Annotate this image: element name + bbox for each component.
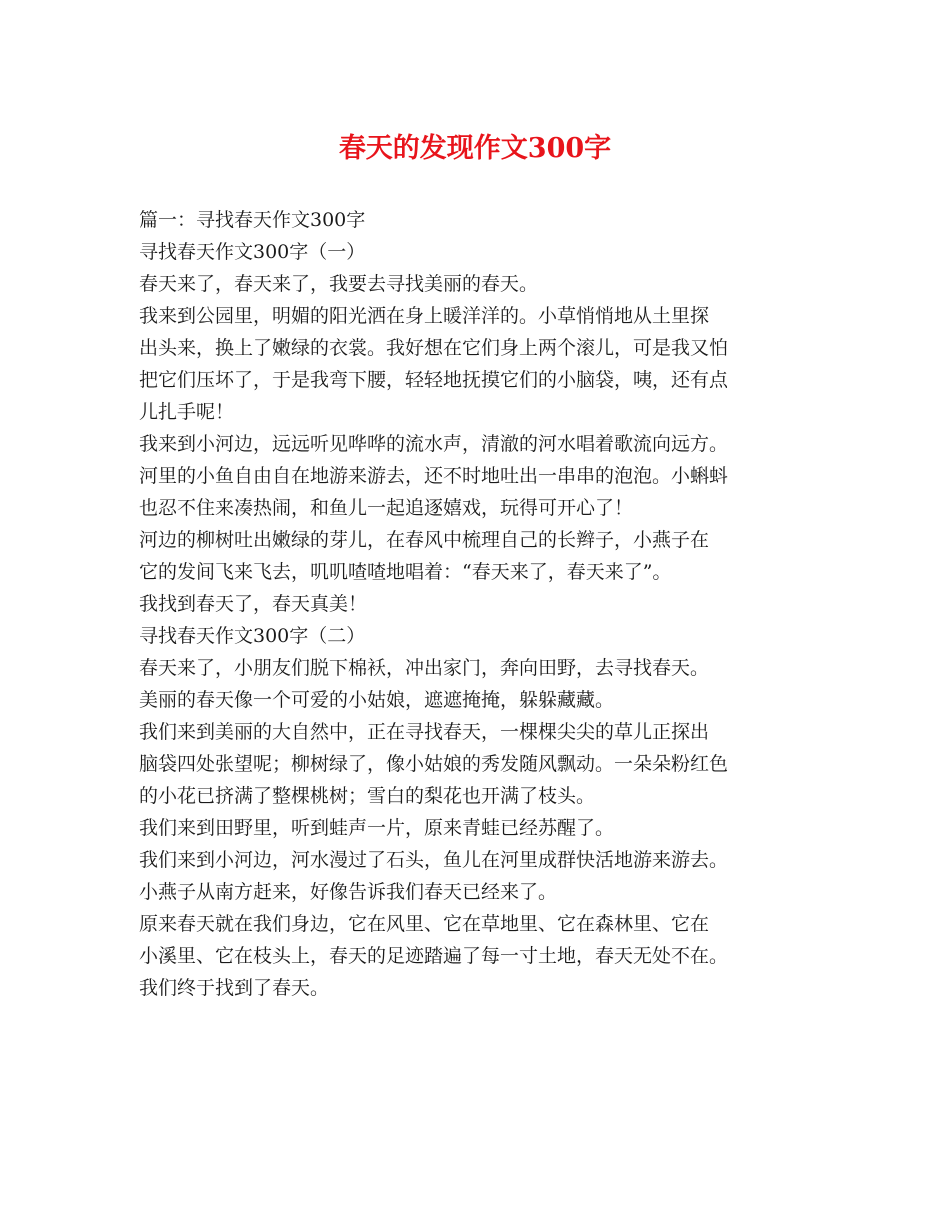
text-line: 春天来了，春天来了，我要去寻找美丽的春天。 [139, 273, 539, 295]
text-line: 我们来到田野里，听到蛙声一片，原来青蛙已经苏醒了。 [139, 817, 615, 839]
text-line: 儿扎手呢！ [139, 401, 235, 423]
text-line: 也忍不住来凑热闹，和鱼儿一起追逐嬉戏，玩得可开心了！ [139, 497, 634, 519]
page-title: 春天的发现作文300字 [338, 133, 612, 164]
document-body [139, 204, 829, 1004]
text-line: 寻找春天作文300字（二） [139, 625, 366, 647]
text-line: 脑袋四处张望呢；柳树绿了，像小姑娘的秀发随风飘动。一朵朵粉红色 [139, 753, 729, 775]
text-line: 我们来到小河边，河水漫过了石头，鱼儿在河里成群快活地游来游去。 [139, 849, 729, 871]
text-line: 我来到小河边，远远听见哗哗的流水声，清澈的河水唱着歌流向远方。 [139, 433, 729, 455]
text-line: 寻找春天作文300字（一） [139, 241, 366, 263]
text-line: 我们终于找到了春天。 [139, 977, 330, 999]
text-line: 出头来，换上了嫩绿的衣裳。我好想在它们身上两个滚儿，可是我又怕 [139, 337, 729, 359]
text-line: 原来春天就在我们身边，它在风里、它在草地里、它在森林里、它在 [139, 913, 710, 935]
text-line: 河边的柳树吐出嫩绿的芽儿，在春风中梳理自己的长辫子，小燕子在 [139, 529, 710, 551]
text-line: 小溪里、它在枝头上，春天的足迹踏遍了每一寸土地，春天无处不在。 [139, 945, 729, 967]
text-line: 篇一：寻找春天作文300字 [139, 209, 366, 231]
text-line: 我们来到美丽的大自然中，正在寻找春天，一棵棵尖尖的草儿正探出 [139, 721, 710, 743]
text-line: 美丽的春天像一个可爱的小姑娘，遮遮掩掩，躲躲藏藏。 [139, 689, 615, 711]
text-line: 我来到公园里，明媚的阳光洒在身上暖洋洋的。小草悄悄地从土里探 [139, 305, 710, 327]
text-line: 河里的小鱼自由自在地游来游去，还不时地吐出一串串的泡泡。小蝌蚪 [139, 465, 729, 487]
text-line: 我找到春天了，春天真美！ [139, 593, 368, 615]
text-line: 小燕子从南方赶来，好像告诉我们春天已经来了。 [139, 881, 558, 903]
text-line: 把它们压坏了，于是我弯下腰，轻轻地抚摸它们的小脑袋，咦，还有点 [139, 369, 729, 391]
text-line: 春天来了，小朋友们脱下棉袄，冲出家门，奔向田野，去寻找春天。 [139, 657, 710, 679]
text-line: 它的发间飞来飞去，叽叽喳喳地唱着：“春天来了，春天来了”。 [139, 561, 672, 583]
text-line: 的小花已挤满了整棵桃树；雪白的梨花也开满了枝头。 [139, 785, 596, 807]
